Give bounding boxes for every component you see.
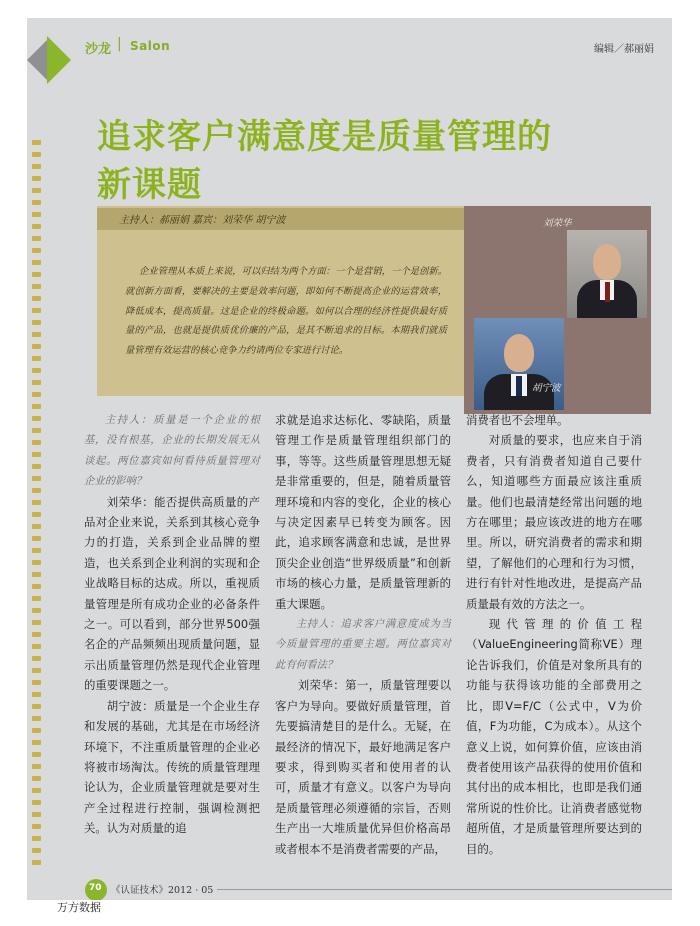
edge-mark xyxy=(32,332,41,337)
magazine-issue: 《认证技术》2012 · 05 xyxy=(111,885,214,896)
paragraph: 刘荣华：能否提供高质量的产品对企业来说，关系到其核心竞争力的打造，关系到企业品牌的塑造，也关系到企业利润的实现和企业战略目标的达成。所以，重视质量管理是所有成功企业的必备条件之一。可以看到，部分世界500强名企的产品频频出现质量问题，显示出质量管理仍然是现代企业管理的重要课题之一。 xyxy=(84,494,260,693)
host-question: 主持人：质量是一个企业的根基，没有根基，企业的长期发展无从谈起。两位嘉宾如何看待质量管理对企业的影响？ xyxy=(84,414,260,488)
edge-mark xyxy=(32,584,41,589)
edge-mark xyxy=(32,404,41,409)
guest-photo-hu xyxy=(474,318,564,410)
edge-mark xyxy=(32,524,41,529)
editor-credit: 编辑／郝丽娟 xyxy=(594,44,654,55)
page-number: 70 xyxy=(89,883,102,893)
edge-mark xyxy=(32,284,41,289)
source-watermark: 万方数据 xyxy=(57,901,101,914)
text-column-2 xyxy=(275,410,451,859)
title-line-1: 追求客户满意度是质量管理的 xyxy=(97,117,552,157)
edge-mark xyxy=(32,308,41,313)
header-grey-triangle xyxy=(27,38,49,82)
edge-mark xyxy=(32,668,41,673)
decorative-edge xyxy=(32,140,42,880)
edge-mark xyxy=(32,764,41,769)
edge-mark xyxy=(32,488,41,493)
edge-mark xyxy=(32,752,41,757)
paragraph: 对质量的要求，也应来自于消费者，只有消费者知道自己要什么，知道哪些方面最应该注重质量。他们也最清楚经常出问题的地方在哪里；最应该改进的地方在哪里。所以，研究消费者的需求和期望，了解他们的心理和行为习惯，进行有针对性地改进，是提高产品质量最有效的方法之一。 xyxy=(466,433,642,611)
edge-mark xyxy=(32,716,41,721)
section-name-en: Salon xyxy=(130,39,171,53)
edge-mark xyxy=(32,788,41,793)
text-column-1 xyxy=(84,410,260,839)
edge-mark xyxy=(32,548,41,553)
edge-mark xyxy=(32,164,41,169)
edge-mark xyxy=(32,728,41,733)
guest-name-hu: 胡宁波 xyxy=(532,383,561,394)
title-line-2: 新课题 xyxy=(97,165,202,205)
edge-mark xyxy=(32,608,41,613)
edge-mark xyxy=(32,356,41,361)
edge-mark xyxy=(32,428,41,433)
section-name: 沙龙 xyxy=(85,42,112,57)
hosts-text: 主持人：郝丽娟 嘉宾：刘荣华 胡宁波 xyxy=(119,215,286,226)
edge-mark xyxy=(32,392,41,397)
edge-mark xyxy=(32,644,41,649)
edge-mark xyxy=(32,452,41,457)
edge-mark xyxy=(32,260,41,265)
edge-mark xyxy=(32,152,41,157)
host-question: 主持人：追求客户满意度成为当今质量管理的重要主题。两位嘉宾对此有何看法？ xyxy=(275,618,451,671)
edge-mark xyxy=(32,476,41,481)
edge-mark xyxy=(32,296,41,301)
edge-mark xyxy=(32,500,41,505)
intro-text: 企业管理从本质上来说，可以归结为两个方面：一个是营销，一个是创新。就创新方面看，要解决的主要是效率问题，即如何不断提高企业的运营效率，降低成本，提高质量。这是企业的终极命题。如何以合理的经济性提供最好质量的产品，也就是提供质优价廉的产品，是其不断追求的目标。本期我们就质量管理有效运营的核心竞争力约请两位专家进行讨论。 xyxy=(125,266,447,357)
footer-rule xyxy=(217,889,672,890)
edge-mark xyxy=(32,512,41,517)
edge-mark xyxy=(32,620,41,625)
edge-mark xyxy=(32,740,41,745)
section-separator: | xyxy=(117,36,122,52)
article-title xyxy=(97,113,617,209)
edge-mark xyxy=(32,704,41,709)
edge-mark xyxy=(32,224,41,229)
edge-mark xyxy=(32,692,41,697)
paragraph: 消费者也不会埋单。 xyxy=(466,413,569,427)
edge-mark xyxy=(32,380,41,385)
paragraph: 刘荣华：第一，质量管理要以客户为导向。要做好质量管理，首先要搞清楚目的是什么。无疑，在最经济的情况下，最好地满足客户要求，得到购买者和使用者的认可，质量才有意义。以客户为导向是质量管理必须遵循的宗旨，否则生产出一大堆质量优异但价格高昂或者根本不是消费者需要的产品， xyxy=(275,678,451,856)
guest-photo-liu xyxy=(567,230,647,318)
paragraph: 胡宁波：质量是一个企业生存和发展的基础，尤其是在市场经济环境下，不注重质量管理的企业必将被市场淘汰。传统的质量管理理论认为，企业质量管理就是要对生产全过程进行控制，强调检测把关。认为对质量的追 xyxy=(84,698,260,836)
edge-mark xyxy=(32,320,41,325)
header-green-triangle xyxy=(47,36,71,84)
edge-mark xyxy=(32,812,41,817)
edge-mark xyxy=(32,572,41,577)
edge-mark xyxy=(32,776,41,781)
edge-mark xyxy=(32,824,41,829)
edge-mark xyxy=(32,368,41,373)
edge-mark xyxy=(32,800,41,805)
edge-mark xyxy=(32,200,41,205)
edge-mark xyxy=(32,596,41,601)
text-column-3 xyxy=(466,410,642,859)
edge-mark xyxy=(32,176,41,181)
edge-mark xyxy=(32,188,41,193)
edge-mark xyxy=(32,344,41,349)
edge-mark xyxy=(32,140,41,145)
paragraph: 现代管理的价值工程（ValueEngineering简称VE）理论告诉我们，价值是对象所具有的功能与获得该功能的全部费用之比，即V=F/C（公式中，V为价值，F为功能，C为成本）。从这个意义上说，如何算价值，应该由消费者使用该产品获得的使用价值和其付出的成本相比，也即是我们通常所说的性价比。让消费者感觉物超所值，才是质量管理所要达到的目的。 xyxy=(466,617,642,856)
edge-mark xyxy=(32,248,41,253)
edge-mark xyxy=(32,860,41,865)
edge-mark xyxy=(32,836,41,841)
edge-mark xyxy=(32,272,41,277)
edge-mark xyxy=(32,632,41,637)
edge-mark xyxy=(32,680,41,685)
edge-mark xyxy=(32,212,41,217)
edge-mark xyxy=(32,848,41,853)
edge-mark xyxy=(32,536,41,541)
hosts-banner xyxy=(97,208,465,230)
edge-mark xyxy=(32,656,41,661)
guest-name-liu: 刘荣华 xyxy=(543,218,572,229)
edge-mark xyxy=(32,236,41,241)
paragraph: 求就是追求达标化、零缺陷，质量管理工作是质量管理组织部门的事，等等。这些质量管理思想无疑是非常重要的，但是，随着质量管理环境和内容的变化，企业的核心与决定因素早已转变为顾客。因此，追求顾客满意和忠诚，是世界顶尖企业创造“世界级质量”和创新市场的核心力量，是质量管理新的重大课题。 xyxy=(275,413,451,611)
edge-mark xyxy=(32,560,41,565)
edge-mark xyxy=(32,464,41,469)
edge-mark xyxy=(32,416,41,421)
edge-mark xyxy=(32,440,41,445)
